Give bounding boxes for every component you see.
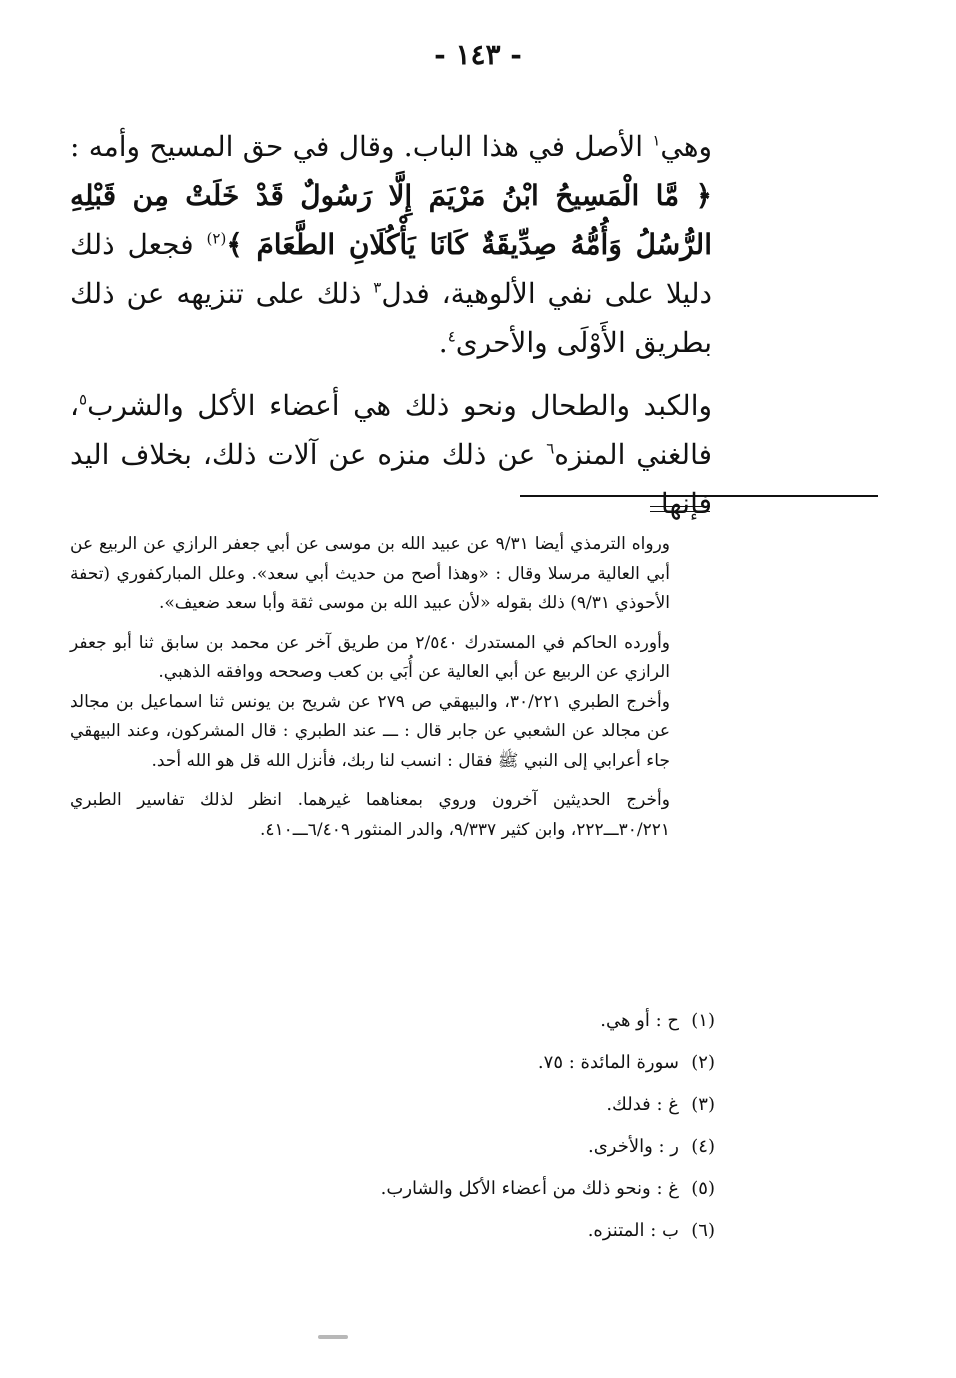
footnote-ref-4[interactable]: ٤ <box>447 327 456 346</box>
commentary-paragraph: وأورده الحاكم في المستدرك ٢/٥٤٠ من طريق آخر عن محمد بن سابق ثنا أبو جعفر الرازي عن الربيع عن أبي العالية عن أُبَي بن كعب وصححه ووافقه الذهبي. <box>70 632 671 682</box>
footnote-number: (٣) <box>691 1094 715 1115</box>
commentary-block <box>70 530 670 845</box>
footnote-ref-2[interactable]: (٢) <box>206 229 227 248</box>
text-run: وهي <box>660 130 712 163</box>
text-run: ، فالغني المنزه <box>70 389 712 471</box>
scan-artifact <box>318 1335 348 1339</box>
commentary-paragraph: وأخرج الطبري ٣٠/٢٢١، والبيهقي ص ٢٧٩ عن شريح بن يونس ثنا اسماعيل بن مجالد عن مجالد عن الشعبي عن جابر قال : ـــ عند الطبري : قال المشركون، وعند البيهقي جاء أعرابي إلى النبي ﷺ فقال : انسب لنا ربك، فأنزل الله قل هو الله أحد. <box>70 691 670 771</box>
text-run: والكبد والطحال ونحو ذلك هي أعضاء الأكل والشرب <box>87 389 712 422</box>
footnote-ref-5[interactable]: ٥ <box>79 390 88 409</box>
footnote-text: ح : أو هي. <box>600 1010 679 1031</box>
footnote-item <box>300 1168 715 1210</box>
footnote-number: (٦) <box>691 1220 715 1241</box>
main-text <box>70 122 712 528</box>
footnote-text: غ : ونحو ذلك من أعضاء الأكل والشارب. <box>380 1178 679 1199</box>
footnote-number: (٢) <box>691 1052 715 1073</box>
text-run: فجعل ذلك دليلا على نفي الألوهية، فدل <box>70 228 712 310</box>
text-run: الأصل في هذا الباب. وقال في حق المسيح وأمه : <box>70 130 653 163</box>
footnote-number: (٤) <box>691 1136 715 1157</box>
commentary-paragraph: ورواه الترمذي أيضا ٩/٣١ عن عبيد الله بن موسى عن أبي جعفر الرازي عن الربيع عن أبي العالية مرسلا وقال : «وهذا أصح من حديث أبي سعد». وعلل المباركفوري (تحفة الأحوذي ٩/٣١) ذلك بقوله «لأن عبيد الله بن موسى ثقة وأبا سعد ضعيف». <box>70 534 670 613</box>
footnote-ref-3[interactable]: ٣ <box>373 278 382 297</box>
footnote-item <box>300 1210 715 1252</box>
quran-verse: ﴿ مَّا الْمَسِيحُ ابْنُ مَرْيَمَ إِلَّا رَسُولٌ قَدْ خَلَتْ مِن قَبْلِهِ الرُّسُلُ وَأُمُّهُ صِدِّيقَةٌ كَانَا يَأْكُلَانِ الطَّعَامَ ﴾ <box>70 179 712 261</box>
text-run: ذلك على تنزيهه عن ذلك بطريق الأَوْلَى والأحرى <box>70 277 712 359</box>
footnotes-list <box>300 1000 715 1252</box>
footnote-text: سورة المائدة : ٧٥. <box>537 1052 679 1073</box>
text-run: عن ذلك منزه عن آلات ذلك، بخلاف اليد فإنها <box>70 438 712 520</box>
footnote-item <box>300 1084 715 1126</box>
footnote-item <box>300 1000 715 1042</box>
commentary-paragraph: وأخرج الحديثين آخرون وروي بمعناهما غيرهما. انظر لذلك تفاسير الطبري ٣٠/٢٢١ـــ٢٢٢، وابن كثير ٩/٣٣٧، والدر المنثور ٦/٤٠٩ـــ٤١٠. <box>70 790 670 840</box>
footnote-item <box>300 1042 715 1084</box>
main-paragraph-1 <box>70 122 712 367</box>
footnote-text: ر : والأخرى. <box>587 1136 679 1157</box>
footnote-separator <box>520 495 878 497</box>
commentary-separator <box>650 506 710 512</box>
footnote-number: (١) <box>691 1010 715 1031</box>
footnote-ref-1[interactable]: ١ <box>652 131 661 150</box>
footnote-ref-6[interactable]: ٦ <box>546 439 555 458</box>
footnote-item <box>300 1126 715 1168</box>
page-number: - ١٤٣ - <box>434 38 522 71</box>
footnote-text: غ : فدلك. <box>606 1094 679 1115</box>
main-paragraph-2 <box>70 381 712 528</box>
footnote-number: (٥) <box>691 1178 715 1199</box>
footnote-text: ب : المتنزه. <box>587 1220 679 1241</box>
text-run: . <box>438 326 448 359</box>
